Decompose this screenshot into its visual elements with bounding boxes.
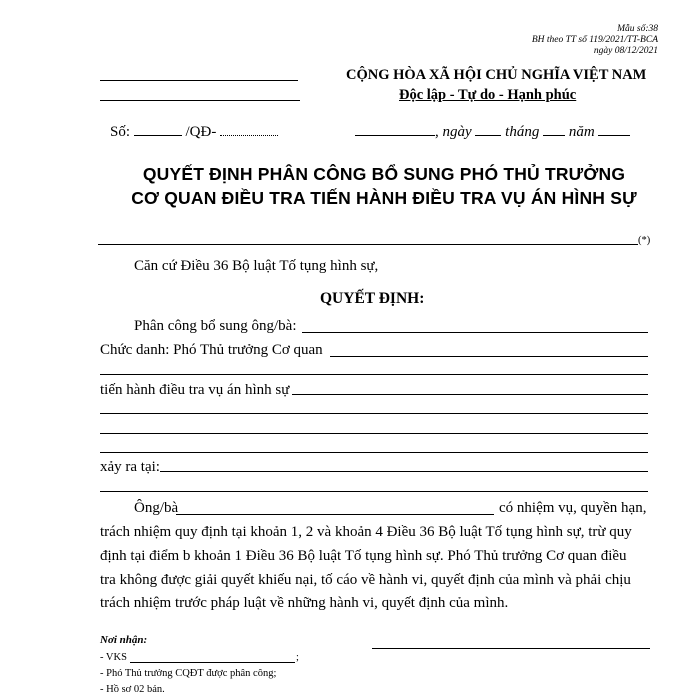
assign-line: [302, 332, 648, 333]
recipient-item: - Hồ sơ 02 bản.: [100, 684, 165, 695]
recipients-heading: Nơi nhận:: [100, 634, 148, 646]
form-code: [532, 22, 658, 58]
legal-basis: Căn cứ Điều 36 Bộ luật Tố tụng hình sự,: [134, 258, 379, 274]
form-circular: BH theo TT số 119/2021/TT-BCA: [531, 35, 658, 45]
occurred-label: xảy ra tại:: [100, 459, 160, 475]
case-line: [292, 394, 648, 395]
number-blank: [134, 124, 182, 136]
authority-line: [98, 244, 638, 245]
decision-heading: QUYẾT ĐỊNH:: [320, 290, 425, 307]
para-line-5: trách nhiệm trước pháp luật về những hành vi, quyết định của mình.: [100, 595, 509, 611]
case-label: tiến hành điều tra vụ án hình sự: [100, 382, 290, 398]
title-line-1: QUYẾT ĐỊNH PHÂN CÔNG BỔ SUNG PHÓ THỦ TRƯỞNG: [142, 164, 626, 184]
agency-line-1: [100, 80, 298, 81]
form-date: ngày 08/12/2021: [593, 46, 658, 56]
recipient-vks-line: [130, 662, 295, 663]
para-line-4: tra không được giải quyết khiếu nại, tố cáo về hành vi, quyết định của mình và phải chịu: [100, 572, 631, 588]
case-line-3: [100, 433, 648, 434]
signature-line: [372, 648, 650, 649]
recipient-item: - Phó Thủ trưởng CQĐT được phân công;: [100, 668, 277, 679]
para-name-line: [176, 514, 494, 515]
position-line-2: [100, 374, 648, 375]
position-label: Chức danh: Phó Thủ trưởng Cơ quan: [100, 342, 323, 358]
form-number: Mẫu số:38: [617, 24, 658, 34]
occurred-line: [160, 471, 648, 472]
day-blank: [475, 124, 501, 136]
agency-code-blank: [220, 124, 278, 136]
motto: Độc lập - Tự do - Hạnh phúc: [399, 87, 577, 103]
case-line-4: [100, 452, 648, 453]
recipient-item: - VKS: [100, 652, 127, 663]
case-line-2: [100, 413, 648, 414]
day-label: ngày: [442, 124, 472, 140]
para-line-2: trách nhiệm quy định tại khoản 1, 2 và khoản 4 Điều 36 Bộ luật Tố tụng hình sự, trừ quy: [100, 524, 632, 540]
place-blank: [355, 124, 435, 136]
agency-line-2: [100, 100, 300, 101]
month-blank: [543, 124, 565, 136]
month-label: tháng: [505, 124, 540, 140]
decision-code: /QĐ-: [185, 124, 217, 140]
authority-note: (*): [638, 235, 651, 246]
para-line-3: định tại điểm b khoản 1 Điều 36 Bộ luật Tố tụng hình sự. Phó Thủ trưởng Cơ quan điều: [100, 548, 627, 564]
position-line: [330, 356, 648, 357]
assign-label: Phân công bổ sung ông/bà:: [134, 318, 297, 334]
title-line-2: CƠ QUAN ĐIỀU TRA TIẾN HÀNH ĐIỀU TRA VỤ ÁN HÌNH SỰ: [131, 188, 637, 208]
para-tail: có nhiệm vụ, quyền hạn,: [499, 500, 647, 516]
nation-title: CỘNG HÒA XÃ HỘI CHỦ NGHĨA VIỆT NAM: [346, 67, 647, 83]
date-line: [355, 124, 655, 144]
year-label: năm: [568, 124, 595, 140]
year-blank: [598, 124, 630, 136]
para-lead: Ông/bà: [134, 500, 179, 516]
recipient-item-end: ;: [296, 652, 299, 663]
date-comma: ,: [435, 124, 439, 140]
occurred-line-2: [100, 491, 648, 492]
number-label: Số:: [110, 124, 131, 140]
